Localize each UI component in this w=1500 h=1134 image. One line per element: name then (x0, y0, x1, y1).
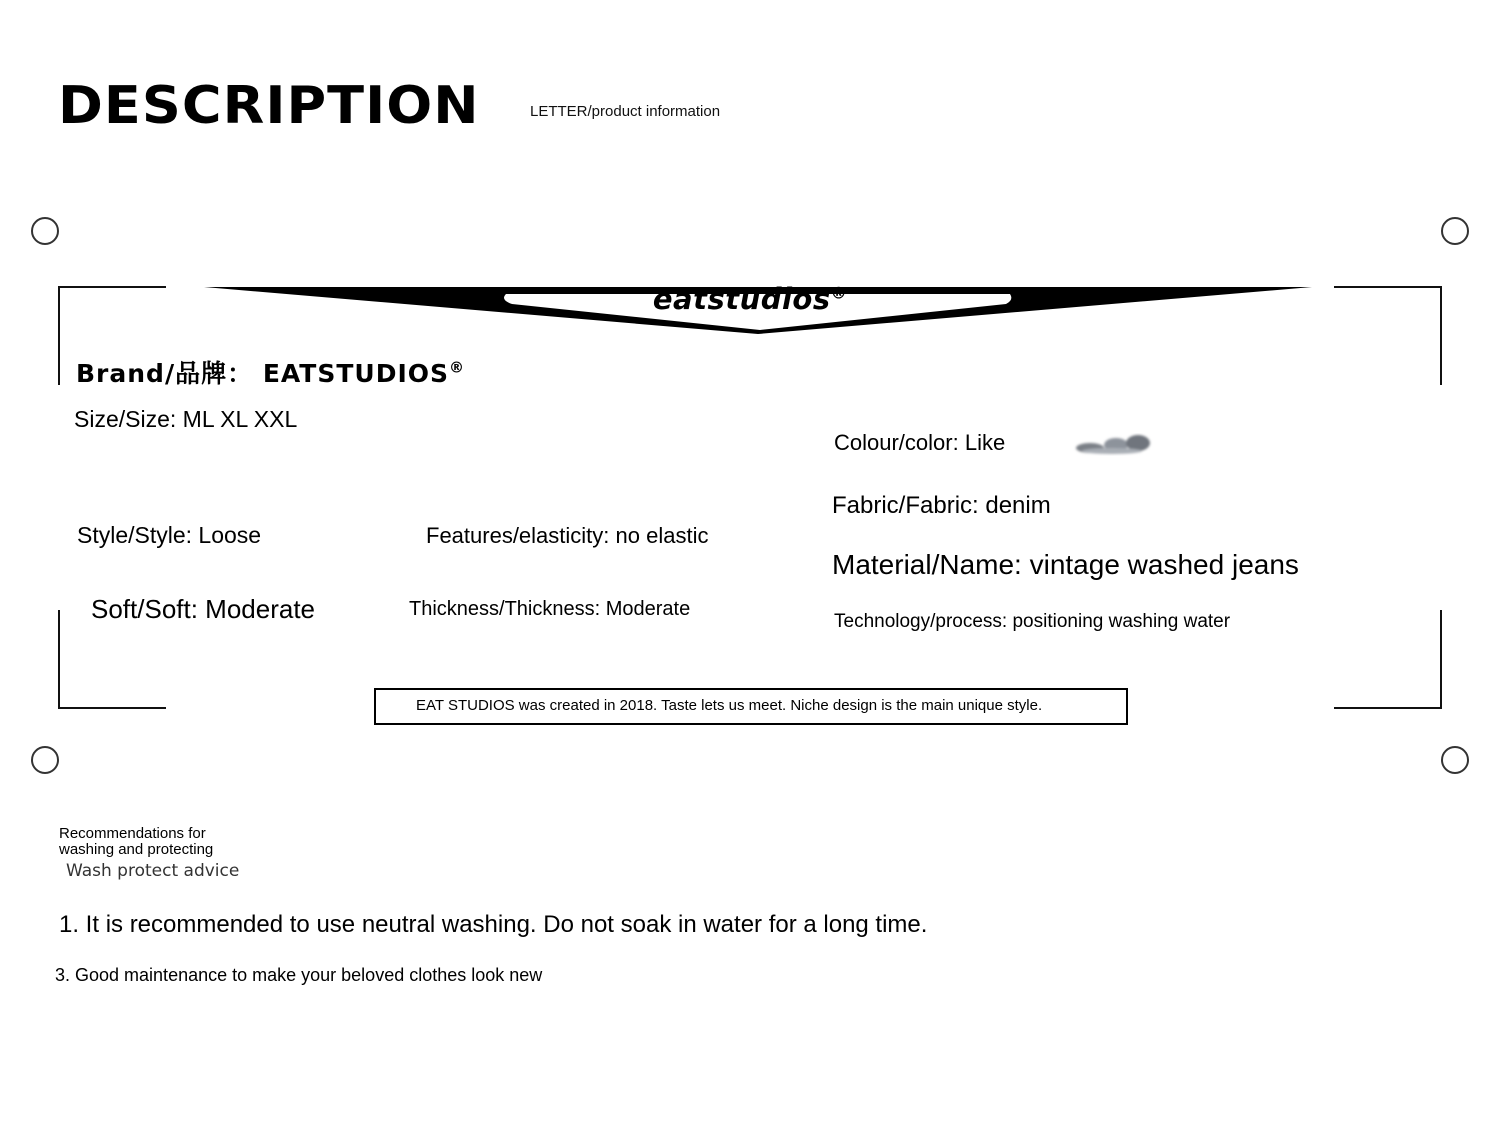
brand-logo-text: eatstudios (652, 282, 831, 316)
frame-bottom-left-horizontal (58, 707, 166, 709)
spec-thickness: Thickness/Thickness: Moderate (409, 598, 691, 620)
brand-value: EATSTUDIOS (262, 359, 450, 388)
brand-about-text: EAT STUDIOS was created in 2018. Taste lets us meet. Niche design is the main unique style. (416, 697, 1043, 714)
spec-fabric: Fabric/Fabric: denim (832, 492, 1051, 519)
registered-mark: ® (830, 283, 848, 303)
corner-circle-bottom-left (31, 746, 59, 774)
frame-bottom-right-vertical (1440, 610, 1442, 709)
frame-bottom-right-horizontal (1334, 707, 1442, 709)
brand-registered-mark: ® (449, 358, 466, 377)
colour-swatch-image (1072, 432, 1154, 456)
spec-technology: Technology/process: positioning washing water (834, 611, 1231, 632)
spec-colour: Colour/color: Like (834, 430, 1006, 455)
corner-circle-top-right (1441, 217, 1469, 245)
wash-heading (59, 826, 213, 858)
corner-circle-bottom-right (1441, 746, 1469, 774)
wash-heading-line-1: Recommendations for (59, 825, 206, 842)
wash-advice-item: 1. It is recommended to use neutral washing. Do not soak in water for a long time. (59, 911, 928, 938)
spec-soft: Soft/Soft: Moderate (91, 594, 316, 624)
wash-heading-line-2: washing and protecting (59, 841, 214, 858)
wash-advice-item: 3. Good maintenance to make your beloved clothes look new (55, 965, 543, 985)
corner-circle-top-left (31, 217, 59, 245)
page-subtitle: LETTER/product information (530, 103, 721, 120)
brand-about-box (374, 688, 1128, 725)
spec-style: Style/Style: Loose (77, 522, 262, 548)
spec-size: Size/Size: ML XL XXL (74, 406, 298, 432)
spec-features: Features/elasticity: no elastic (426, 523, 709, 548)
brand-label: Brand/品牌： (76, 359, 254, 388)
wash-subheading: Wash protect advice (66, 861, 240, 881)
brand-line (76, 354, 465, 390)
frame-bottom-left-vertical (58, 610, 60, 709)
page-title: DESCRIPTION (58, 76, 480, 136)
spec-material: Material/Name: vintage washed jeans (832, 549, 1299, 580)
brand-logo (0, 282, 1500, 316)
